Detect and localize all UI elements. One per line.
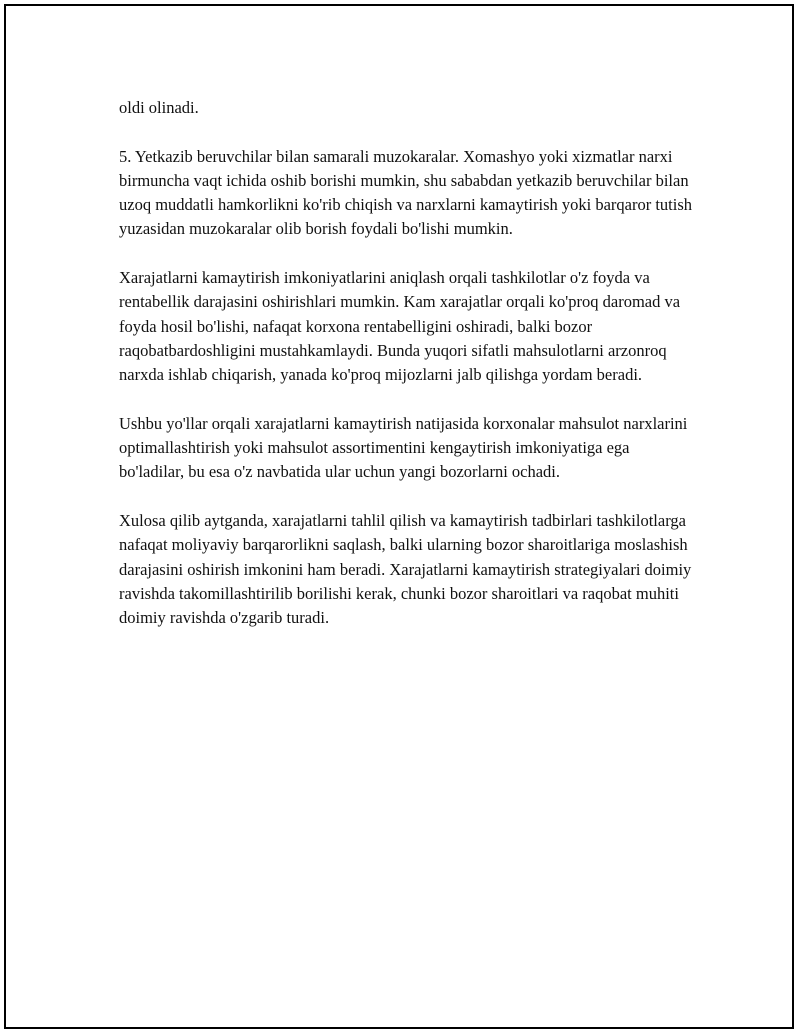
paragraph-conclusion: Xulosa qilib aytganda, xarajatlarni tahlil qilish va kamaytirish tadbirlari tashkilotlarga nafaqat moliyaviy barqarorlikni saqlash, balki ularning bozor sharoitlariga moslashish darajasini oshirish imkonini ham beradi. Xarajatlarni kamaytirish strategiyalari doimiy ravishda takomillashtirilib borilishi kerak, chunki bozor sharoitlari va raqobat muhiti doimiy ravishda o'zgarib turadi. [119,511,692,628]
paragraph-cost-reduction-opportunities: Xarajatlarni kamaytirish imkoniyatlarini aniqlash orqali tashkilotlar o'z foyda va rentabellik darajasini oshirishlari mumkin. Kam xarajatlar orqali ko'proq daromad va foyda hosil bo'lishi, nafaqat korxona rentabelligini oshiradi, balki bozor raqobatbardoshligini mustahkamlaydi. Bunda yuqori sifatli mahsulotlarni arzonroq narxda ishlab chiqarish, yanada ko'proq mijozlarni jalb qilishga yordam beradi. [119,268,681,385]
paragraph-supplier-negotiations: 5. Yetkazib beruvchilar bilan samarali muzokaralar. Xomashyo yoki xizmatlar narxi birmuncha vaqt ichida oshib borishi mumkin, shu sababdan yetkazib beruvchilar bilan uzoq muddatli hamkorlikni ko'rib chiqish va narxlarni kamaytirish yoki barqaror tutish yuzasidan muzokaralar olib borish foydali bo'lishi mumkin. [119,146,693,239]
paragraph-continuation: oldi olinadi. [119,98,199,117]
page-frame [4,4,794,1029]
paragraph-price-optimization: Ushbu yo'llar orqali xarajatlarni kamaytirish natijasida korxonalar mahsulot narxlarini optimallashtirish yoki mahsulot assortimentini kengaytirish imkoniyatiga ega bo'ladilar, bu esa o'z navbatida ular uchun yangi bozorlarni ochadi. [119,413,688,482]
document-body [119,96,694,655]
